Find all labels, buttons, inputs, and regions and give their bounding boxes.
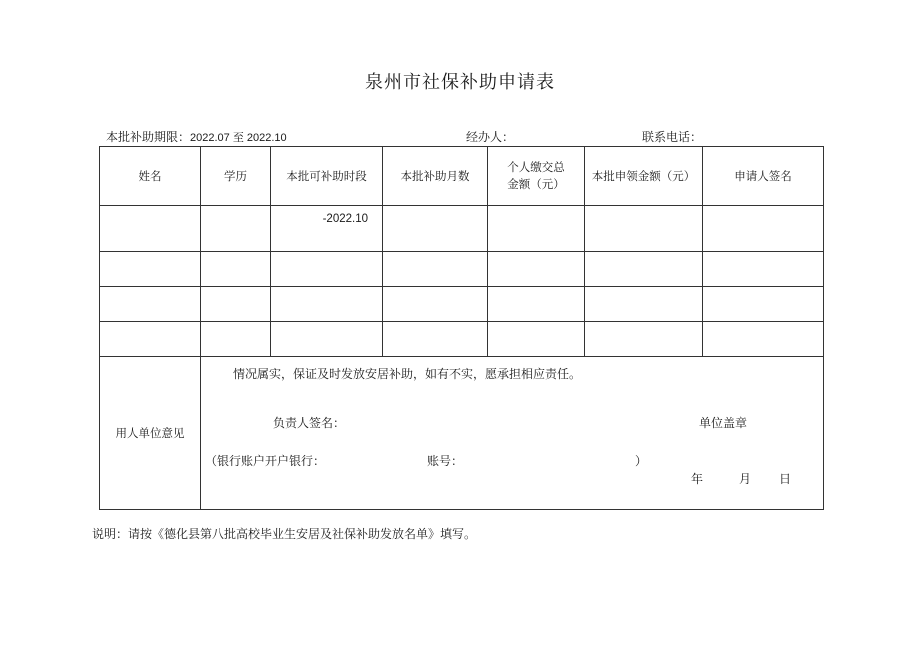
signer-label: 负责人签名： — [273, 416, 346, 430]
day-label: 日 — [779, 472, 792, 486]
table-row — [100, 322, 824, 357]
month-label: 月 — [739, 472, 752, 486]
close-paren: ） — [635, 454, 648, 468]
name-cell[interactable] — [100, 206, 201, 252]
handler-label: 经办人： — [466, 130, 515, 144]
seal-label: 单位盖章 — [699, 416, 748, 430]
table-row — [100, 206, 824, 252]
period-label: 本批补助期限： — [106, 130, 191, 144]
col-header-total-paid: 个人缴交总金额（元） — [488, 147, 585, 206]
year-label: 年 — [691, 472, 704, 486]
opinion-row — [100, 357, 824, 510]
col-header-period: 本批可补助时段 — [271, 147, 383, 206]
account-label: 账号： — [427, 454, 464, 468]
total-paid-cell[interactable] — [488, 287, 585, 322]
period-value: 2022.07 至 2022.10 — [190, 132, 287, 144]
col-header-months: 本批补助月数 — [383, 147, 488, 206]
col-header-name: 姓名 — [100, 147, 201, 206]
phone-label: 联系电话： — [642, 130, 703, 144]
period-field — [106, 128, 287, 145]
months-cell[interactable] — [383, 252, 488, 287]
total-paid-cell[interactable] — [488, 206, 585, 252]
period-cell[interactable] — [271, 252, 383, 287]
amount-cell[interactable] — [585, 287, 703, 322]
education-cell[interactable] — [201, 252, 271, 287]
education-cell[interactable] — [201, 206, 271, 252]
total-paid-cell[interactable] — [488, 322, 585, 357]
opinion-statement: 情况属实，保证及时发放安居补助，如有不实，愿承担相应责任。 — [233, 367, 582, 381]
total-paid-cell[interactable] — [488, 252, 585, 287]
name-cell[interactable] — [100, 287, 201, 322]
amount-cell[interactable] — [585, 322, 703, 357]
col-header-amount: 本批申领金额（元） — [585, 147, 703, 206]
education-cell[interactable] — [201, 322, 271, 357]
form-title: 泉州市社保补助申请表 — [365, 72, 555, 93]
months-cell[interactable] — [383, 206, 488, 252]
signature-cell[interactable] — [703, 252, 824, 287]
header-row — [100, 147, 824, 206]
col-header-signature: 申请人签名 — [703, 147, 824, 206]
months-cell[interactable] — [383, 287, 488, 322]
amount-cell[interactable] — [585, 206, 703, 252]
opinion-cell — [201, 357, 824, 510]
signature-cell[interactable] — [703, 206, 824, 252]
footnote: 说明：请按《德化县第八批高校毕业生安居及社保补助发放名单》填写。 — [92, 527, 477, 541]
period-cell[interactable] — [271, 322, 383, 357]
opinion-label: 用人单位意见 — [100, 357, 201, 510]
name-cell[interactable] — [100, 252, 201, 287]
name-cell[interactable] — [100, 322, 201, 357]
application-table — [99, 146, 824, 510]
months-cell[interactable] — [383, 322, 488, 357]
table-row — [100, 252, 824, 287]
signature-cell[interactable] — [703, 322, 824, 357]
education-cell[interactable] — [201, 287, 271, 322]
signature-cell[interactable] — [703, 287, 824, 322]
period-cell[interactable] — [271, 287, 383, 322]
period-cell[interactable]: -2022.10 — [271, 206, 383, 252]
table-row — [100, 287, 824, 322]
col-header-education: 学历 — [201, 147, 271, 206]
bank-label: （银行账户开户银行： — [205, 454, 326, 468]
amount-cell[interactable] — [585, 252, 703, 287]
